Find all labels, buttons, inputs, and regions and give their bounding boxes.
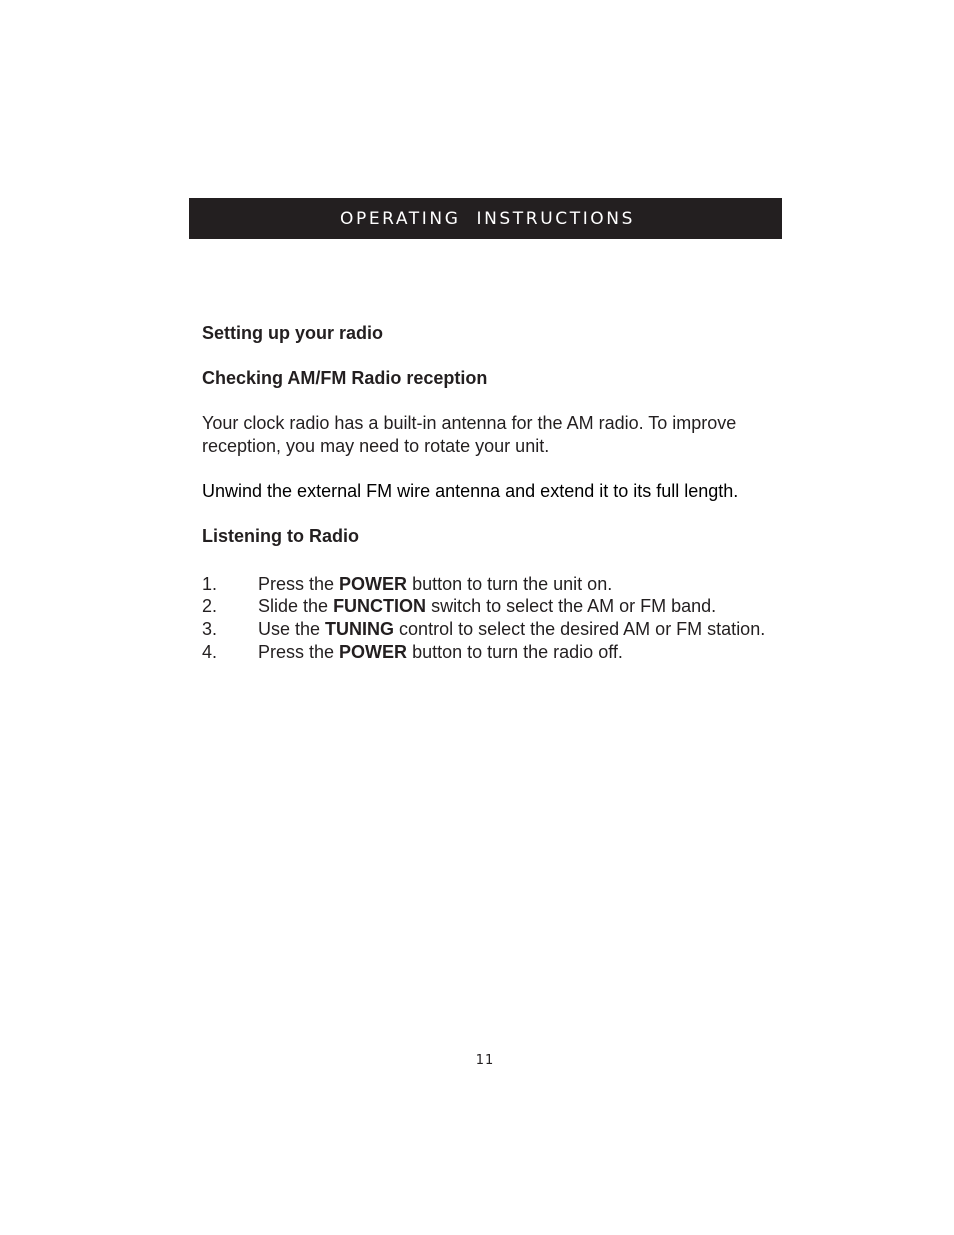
section-title: Setting up your radio bbox=[202, 323, 384, 343]
page-header-title: OPERATING INSTRUCTIONS bbox=[339, 208, 635, 229]
reception-paragraph-line-1: Your clock radio has a built-in antenna for the AM radio. To improve bbox=[202, 413, 737, 433]
step-text bbox=[258, 573, 612, 596]
step-number: 1. bbox=[202, 574, 218, 594]
step-keyword: POWER bbox=[339, 642, 408, 662]
step-text bbox=[258, 595, 716, 618]
subsection-title-reception: Checking AM/FM Radio reception bbox=[202, 368, 488, 388]
step-number: 2. bbox=[202, 596, 218, 616]
step-text-before: Press the bbox=[258, 574, 340, 594]
step-text-before: Slide the bbox=[258, 596, 334, 616]
step-keyword: TUNING bbox=[325, 619, 395, 639]
reception-paragraph-line-2: reception, you may need to rotate your unit. bbox=[202, 436, 550, 456]
step-keyword: FUNCTION bbox=[333, 596, 427, 616]
step-text-after: switch to select the AM or FM band. bbox=[426, 596, 717, 616]
step-keyword: POWER bbox=[339, 574, 408, 594]
step-text-before: Press the bbox=[258, 642, 340, 662]
step-text-after: button to turn the radio off. bbox=[407, 642, 623, 662]
step-number: 4. bbox=[202, 642, 218, 662]
fm-antenna-paragraph: Unwind the external FM wire antenna and extend it to its full length. bbox=[202, 481, 739, 501]
step-text-after: control to select the desired AM or FM station. bbox=[394, 619, 766, 639]
page-number: 11 bbox=[475, 1053, 495, 1068]
step-text bbox=[258, 618, 765, 641]
header-bar bbox=[189, 198, 782, 239]
subsection-title-listening: Listening to Radio bbox=[202, 526, 359, 546]
step-number: 3. bbox=[202, 619, 218, 639]
step-text bbox=[258, 641, 623, 664]
step-text-before: Use the bbox=[258, 619, 326, 639]
step-text-after: button to turn the unit on. bbox=[407, 574, 613, 594]
